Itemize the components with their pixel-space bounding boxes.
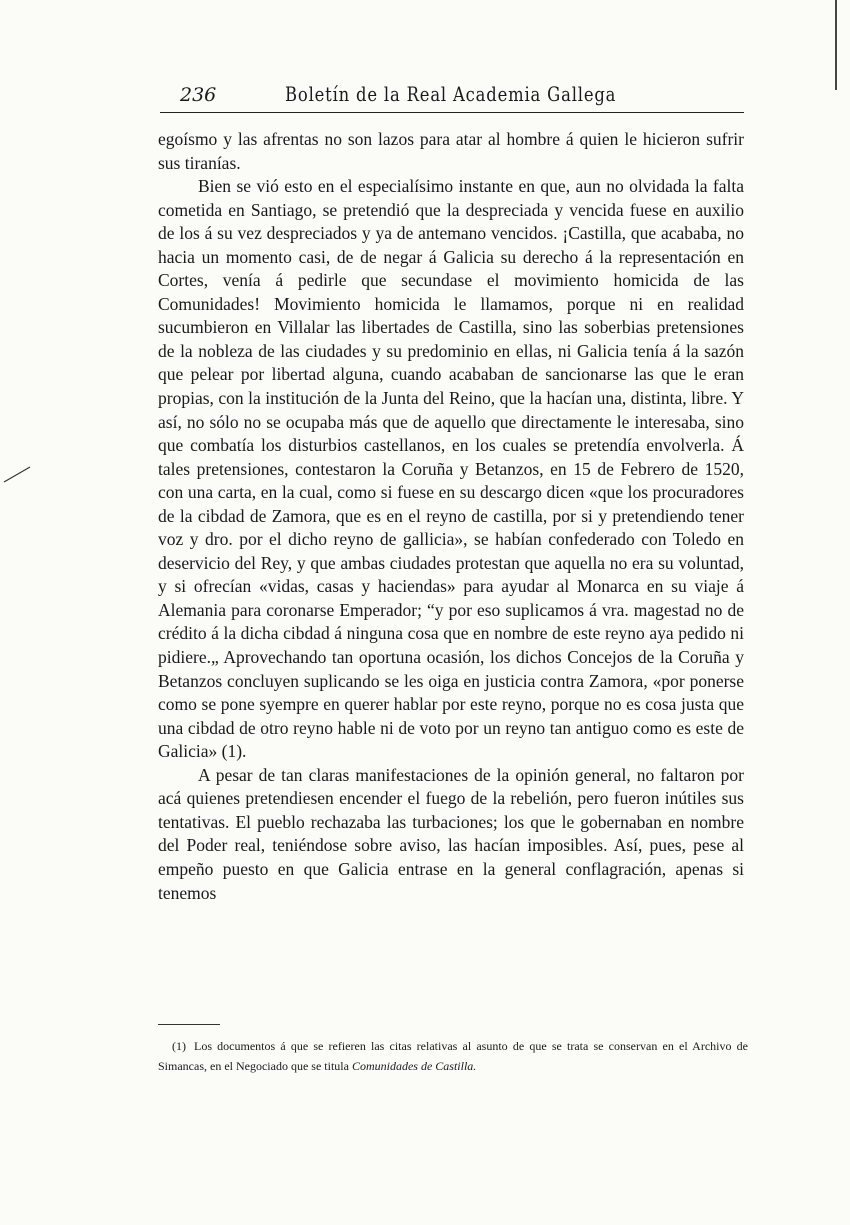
footnote-marker: (1) bbox=[172, 1039, 186, 1053]
footnote-rule bbox=[158, 1024, 220, 1025]
header-rule bbox=[160, 112, 744, 113]
paragraph: A pesar de tan claras manifestaciones de la opinión general, no faltaron por acá quienes pretendiesen encender el fuego de la rebelión, pero fueron inútiles sus tentativas. El pueblo rechazaba las turbaciones; los que le gobernaban en nombre del Poder real, teniéndose sobre aviso, las hacían imposibles. Así, pues, pese al empeño puesto en que Galicia entrase en la general conflagración, apenas si tenemos bbox=[158, 764, 744, 903]
paragraph: Bien se vió esto en el especialísimo instante en que, aun no olvidada la falta cometida en Santiago, se pretendió que la despreciada y vencida fuese en auxilio de los á su vez despreciados y ya de antemano vencidos. ¡Castilla, que acababa, no hacia un momento casi, de de negar á Galicia su derecho á la representación en Cortes, venía á pedirle que secundase el movimiento homicida de las Comunidades! Movimiento homicida le llamamos, porque ni en realidad sucumbieron en Villalar las libertades de Castilla, sino las soberbias pretensiones de la nobleza de las ciudades y su predominio en ellas, ni Galicia tenía á la sazón que pelear por libertad alguna, cuando acababan de sancionarse las que le eran propias, con la institución de la Junta del Reino, que la hacían una, distinta, libre. Y así, no sólo no se ocupaba más que de aquello que directamente le interesaba, sino que combatía los disturbios castellanos, en los cuales se pretendía envolverla. Á tales pretensiones, contestaron la Coruña y Betanzos, en 15 de Febrero de 1520, con una carta, en la cual, como si fuese en su descargo dicen «que los procuradores de la cibdad de Zamora, que es en el reyno de castilla, por si y pretendiendo tener voz y dro. por el dicho reyno de gallicia», se habían confederado con Toledo en deservicio del Rey, y que ambas ciudades protestan que aquella no era su voluntad, y si ofrecían «vidas, casas y haciendas» para ayudar al Monarca en su viaje á Alemania para coronarse Emperador; “y por eso suplicamos á vra. magestad no de crédito á la dicha cibdad á ninguna cosa que en nombre de este reyno aya pedido ni pidiere.„ Aprovechando tan oportuna ocasión, los dichos Concejos de la Coruña y Betanzos concluyen suplicando se les oiga en justicia contra Zamora, «por ponerse como se pone syempre en querer hablar por este reyno, porque no es cosa justa que una cibdad de otro reyno hable ni de voto por un reyno tan antiguo como es este de Galicia» (1). bbox=[158, 176, 744, 762]
margin-pencil-mark bbox=[2, 464, 32, 484]
page-number: 236 bbox=[180, 84, 217, 106]
footnote-italic-title: Comunidades de Castilla. bbox=[351, 1059, 477, 1073]
running-title: Boletín de la Real Academia Gallega bbox=[285, 82, 617, 106]
footnote-text: Los documentos á que se refieren las citas relativas al asunto de que se trata se conservan en el Archivo de Simancas, en el Negociado que se titula bbox=[158, 1039, 748, 1073]
page-edge-line bbox=[835, 0, 837, 90]
page-header bbox=[160, 82, 744, 110]
paragraph: egoísmo y las afrentas no son lazos para atar al hombre á quien le hicieron sufrir sus tiranías. bbox=[158, 129, 744, 173]
body-text bbox=[158, 128, 744, 905]
footnote bbox=[158, 1036, 748, 1076]
